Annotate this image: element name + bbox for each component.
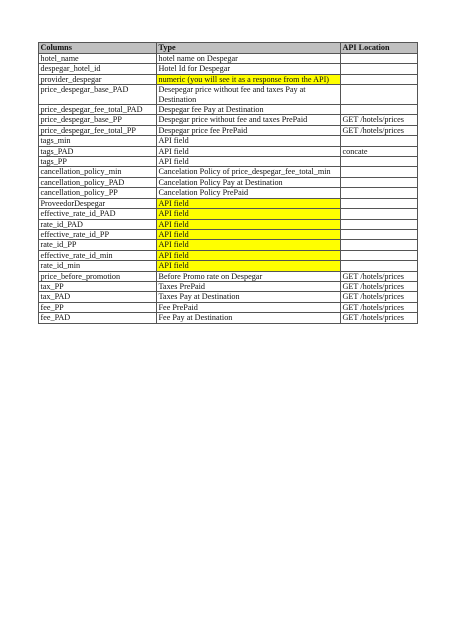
type-cell: numeric (you will see it as a response from the API) bbox=[157, 74, 341, 84]
column-name-cell: despegar_hotel_id bbox=[39, 64, 157, 74]
column-name-cell: price_despegar_fee_total_PAD bbox=[39, 105, 157, 115]
type-cell: Despegar price without fee and taxes PrePaid bbox=[157, 115, 341, 125]
type-cell: API field bbox=[157, 157, 341, 167]
column-name-cell: effective_rate_id_PAD bbox=[39, 209, 157, 219]
column-name-cell: hotel_name bbox=[39, 54, 157, 64]
type-cell: Cancelation Policy Pay at Destination bbox=[157, 177, 341, 187]
api-location-cell bbox=[341, 74, 418, 84]
header-type: Type bbox=[157, 43, 341, 54]
api-location-cell: GET /hotels/prices bbox=[341, 115, 418, 125]
table-row bbox=[39, 177, 418, 187]
type-cell: Before Promo rate on Despegar bbox=[157, 271, 341, 281]
table-row bbox=[39, 302, 418, 312]
table-row bbox=[39, 125, 418, 135]
table-row bbox=[39, 54, 418, 64]
columns-table bbox=[38, 42, 418, 324]
type-cell: API field bbox=[157, 250, 341, 260]
type-cell: Despegar fee Pay at Destination bbox=[157, 105, 341, 115]
api-location-cell bbox=[341, 157, 418, 167]
api-location-cell: concate bbox=[341, 146, 418, 156]
column-name-cell: tags_PAD bbox=[39, 146, 157, 156]
column-name-cell: tax_PAD bbox=[39, 292, 157, 302]
type-cell: Cancelation Policy PrePaid bbox=[157, 188, 341, 198]
column-name-cell: price_despegar_base_PP bbox=[39, 115, 157, 125]
header-api-location: API Location bbox=[341, 43, 418, 54]
column-name-cell: fee_PP bbox=[39, 302, 157, 312]
type-cell: Fee PrePaid bbox=[157, 302, 341, 312]
api-location-cell bbox=[341, 209, 418, 219]
type-cell: API field bbox=[157, 146, 341, 156]
column-name-cell: tags_PP bbox=[39, 157, 157, 167]
type-cell: Taxes Pay at Destination bbox=[157, 292, 341, 302]
column-name-cell: provider_despegar bbox=[39, 74, 157, 84]
table-row bbox=[39, 240, 418, 250]
column-name-cell: cancellation_policy_PP bbox=[39, 188, 157, 198]
table-row bbox=[39, 229, 418, 239]
table-row bbox=[39, 198, 418, 208]
column-name-cell: rate_id_PAD bbox=[39, 219, 157, 229]
api-location-cell bbox=[341, 250, 418, 260]
table-row bbox=[39, 105, 418, 115]
type-cell: API field bbox=[157, 240, 341, 250]
api-location-cell bbox=[341, 54, 418, 64]
table-row bbox=[39, 85, 418, 105]
api-location-cell bbox=[341, 219, 418, 229]
api-location-cell: GET /hotels/prices bbox=[341, 125, 418, 135]
api-location-cell bbox=[341, 198, 418, 208]
api-location-cell bbox=[341, 177, 418, 187]
table-row bbox=[39, 281, 418, 291]
type-cell: Cancelation Policy of price_despegar_fee_total_min bbox=[157, 167, 341, 177]
table-row bbox=[39, 219, 418, 229]
table-row bbox=[39, 167, 418, 177]
table-row bbox=[39, 115, 418, 125]
type-cell: Desepegar price without fee and taxes Pay at Destination bbox=[157, 85, 341, 105]
column-name-cell: tags_min bbox=[39, 136, 157, 146]
api-location-cell bbox=[341, 167, 418, 177]
table-row bbox=[39, 64, 418, 74]
api-location-cell bbox=[341, 240, 418, 250]
table-row bbox=[39, 271, 418, 281]
type-cell: API field bbox=[157, 229, 341, 239]
type-cell: API field bbox=[157, 209, 341, 219]
column-name-cell: rate_id_min bbox=[39, 261, 157, 271]
column-name-cell: price_despegar_fee_total_PP bbox=[39, 125, 157, 135]
type-cell: Despegar price fee PrePaid bbox=[157, 125, 341, 135]
api-location-cell: GET /hotels/prices bbox=[341, 292, 418, 302]
table-row bbox=[39, 188, 418, 198]
header-columns: Columns bbox=[39, 43, 157, 54]
column-name-cell: cancellation_policy_min bbox=[39, 167, 157, 177]
column-name-cell: cancellation_policy_PAD bbox=[39, 177, 157, 187]
column-name-cell: ProveedorDespegar bbox=[39, 198, 157, 208]
type-cell: Hotel Id for Despegar bbox=[157, 64, 341, 74]
api-location-cell bbox=[341, 105, 418, 115]
api-location-cell bbox=[341, 64, 418, 74]
api-location-cell bbox=[341, 85, 418, 105]
table-row bbox=[39, 292, 418, 302]
api-location-cell bbox=[341, 136, 418, 146]
table-row bbox=[39, 313, 418, 323]
api-location-cell: GET /hotels/prices bbox=[341, 313, 418, 323]
header-row bbox=[39, 43, 418, 54]
table-row bbox=[39, 146, 418, 156]
type-cell: hotel name on Despegar bbox=[157, 54, 341, 64]
table-row bbox=[39, 261, 418, 271]
table-row bbox=[39, 74, 418, 84]
column-name-cell: rate_id_PP bbox=[39, 240, 157, 250]
type-cell: API field bbox=[157, 261, 341, 271]
api-location-cell bbox=[341, 261, 418, 271]
column-name-cell: fee_PAD bbox=[39, 313, 157, 323]
column-name-cell: effective_rate_id_min bbox=[39, 250, 157, 260]
type-cell: Taxes PrePaid bbox=[157, 281, 341, 291]
type-cell: API field bbox=[157, 198, 341, 208]
api-location-cell bbox=[341, 188, 418, 198]
table-row bbox=[39, 157, 418, 167]
type-cell: API field bbox=[157, 219, 341, 229]
table-row bbox=[39, 250, 418, 260]
api-location-cell: GET /hotels/prices bbox=[341, 302, 418, 312]
column-name-cell: price_despegar_base_PAD bbox=[39, 85, 157, 105]
column-name-cell: tax_PP bbox=[39, 281, 157, 291]
column-name-cell: price_before_promotion bbox=[39, 271, 157, 281]
column-name-cell: effective_rate_id_PP bbox=[39, 229, 157, 239]
type-cell: API field bbox=[157, 136, 341, 146]
api-location-cell bbox=[341, 229, 418, 239]
api-location-cell: GET /hotels/prices bbox=[341, 281, 418, 291]
type-cell: Fee Pay at Destination bbox=[157, 313, 341, 323]
table-row bbox=[39, 136, 418, 146]
api-location-cell: GET /hotels/prices bbox=[341, 271, 418, 281]
table-row bbox=[39, 209, 418, 219]
